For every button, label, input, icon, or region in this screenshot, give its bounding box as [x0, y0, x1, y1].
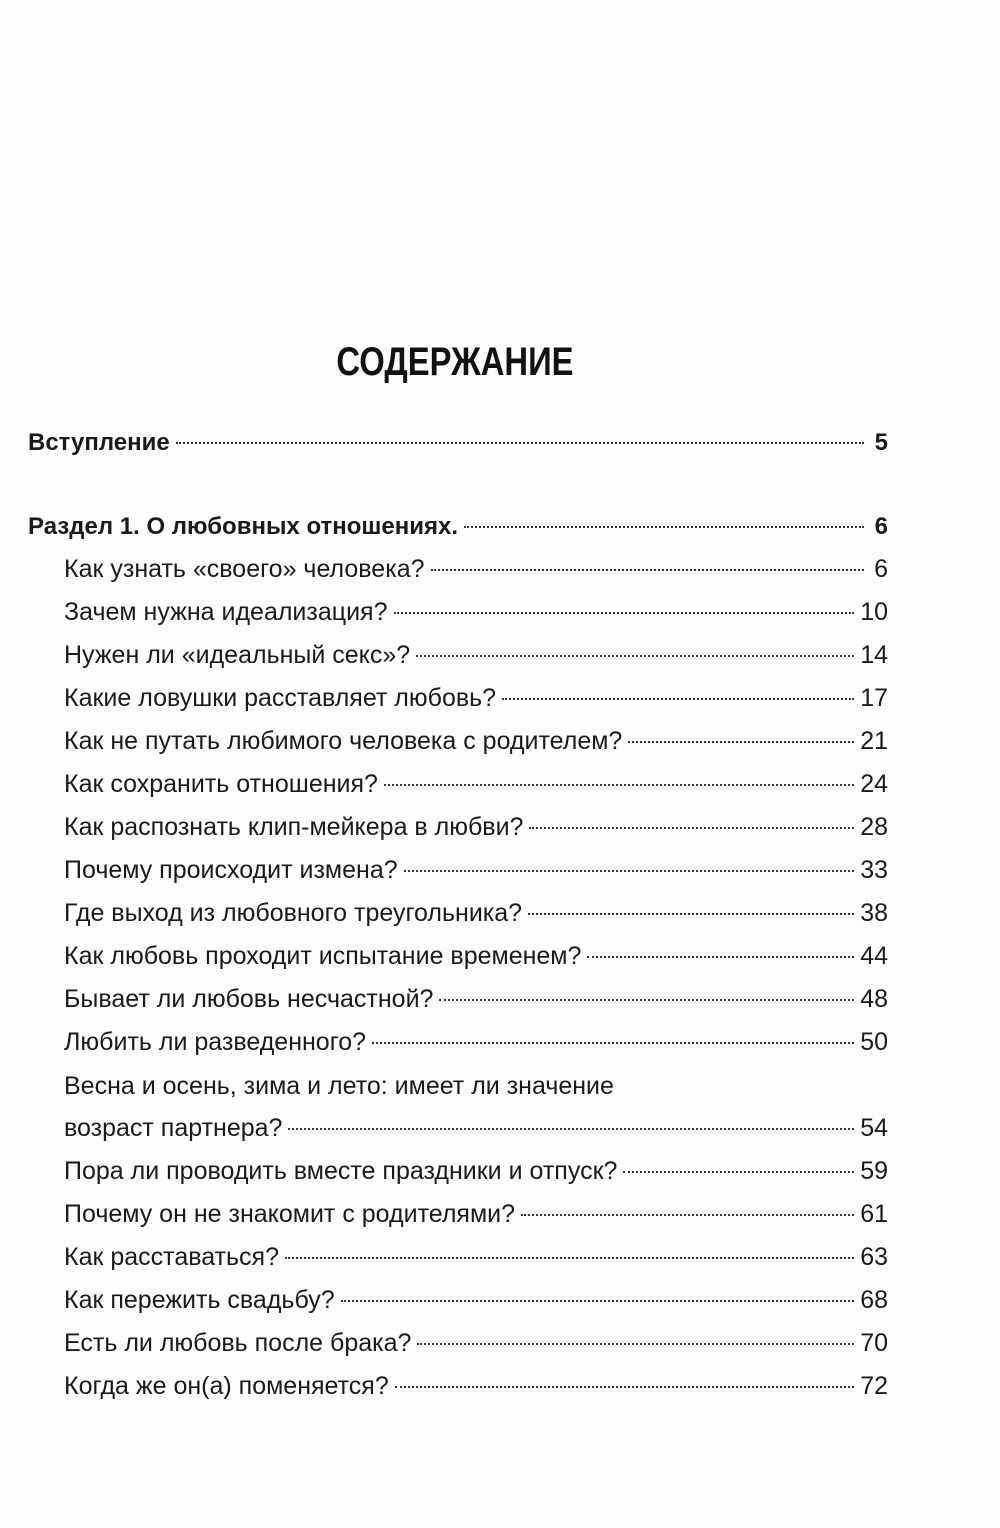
toc-page-number: 48 [860, 985, 888, 1013]
dot-leader [372, 1042, 854, 1044]
dot-leader [417, 1343, 854, 1345]
toc-entry-label: Есть ли любовь после брака? [64, 1329, 412, 1357]
toc-entry-label: Пора ли проводить вместе праздники и отпуск? [64, 1157, 618, 1185]
toc-entry-label: Бывает ли любовь несчастной? [64, 985, 434, 1013]
toc-entry[interactable] [64, 850, 888, 890]
toc-entry-label: Как любовь проходит испытание временем? [64, 942, 582, 970]
toc-entry-label: Зачем нужна идеализация? [64, 598, 388, 626]
toc-entry[interactable] [64, 549, 888, 589]
toc-entry-first-line: Весна и осень, зима и лето: имеет ли значение [64, 1072, 614, 1100]
toc-page-number: 6 [874, 513, 888, 540]
toc-entry[interactable] [64, 592, 888, 632]
dot-leader [439, 999, 854, 1001]
dot-leader [384, 784, 854, 786]
dot-leader [587, 956, 854, 958]
toc-page-number: 14 [860, 641, 888, 669]
toc-entry[interactable] [64, 979, 888, 1019]
toc-entry[interactable] [64, 1323, 888, 1363]
dot-leader [285, 1257, 854, 1259]
toc-page-number: 10 [860, 598, 888, 626]
toc-entry-label: Как сохранить отношения? [64, 770, 378, 798]
page-title: СОДЕРЖАНИЕ [336, 340, 574, 384]
toc-page-number: 21 [860, 727, 888, 755]
toc-page-number: 6 [874, 555, 888, 583]
toc-page-number: 24 [860, 770, 888, 798]
toc-entry[interactable] [64, 1194, 888, 1234]
dot-leader [416, 655, 854, 657]
dot-leader [623, 1171, 854, 1173]
dot-leader [502, 698, 854, 700]
dot-leader [521, 1214, 854, 1216]
toc-entry[interactable] [64, 678, 888, 718]
toc-page-number: 28 [860, 813, 888, 841]
toc-entry-label: Как пережить свадьбу? [64, 1286, 335, 1314]
dot-leader [288, 1128, 854, 1130]
toc-page-number: 59 [860, 1157, 888, 1185]
toc-page-number: 63 [860, 1243, 888, 1271]
toc-entry-section-1[interactable] [28, 507, 888, 547]
toc-page-number: 72 [860, 1372, 888, 1400]
dot-leader [176, 442, 864, 444]
toc-entry[interactable] [64, 1280, 888, 1320]
dot-leader [394, 612, 855, 614]
toc-entry[interactable] [64, 764, 888, 804]
dot-leader [395, 1386, 854, 1388]
dot-leader [464, 526, 864, 528]
toc-entry-label: Нужен ли «идеальный секс»? [64, 641, 411, 669]
toc-entry-label: Почему происходит измена? [64, 856, 398, 884]
toc-page-number: 5 [874, 429, 888, 456]
toc-entry-label: Как распознать клип-мейкера в любви? [64, 813, 524, 841]
toc-entry[interactable] [64, 635, 888, 675]
dot-leader [404, 870, 855, 872]
toc-entry[interactable] [64, 1237, 888, 1277]
toc-page-number: 68 [860, 1286, 888, 1314]
toc-entry-label: Как не путать любимого человека с родителем? [64, 727, 623, 755]
toc-page-number: 61 [860, 1200, 888, 1228]
toc-page-number: 54 [860, 1114, 888, 1142]
toc-page-number: 33 [860, 856, 888, 884]
toc-entry[interactable] [64, 1108, 888, 1148]
toc-page-number: 50 [860, 1028, 888, 1056]
toc-entry-label: Вступление [28, 429, 170, 456]
toc-entry-label: Где выход из любовного треугольника? [64, 899, 523, 927]
toc-entry[interactable] [64, 1151, 888, 1191]
toc-entry-intro[interactable] [28, 423, 888, 463]
dot-leader [529, 827, 854, 829]
toc-entry[interactable] [64, 1366, 888, 1406]
toc-entry-label: Почему он не знакомит с родителями? [64, 1200, 516, 1228]
toc-entry[interactable] [64, 936, 888, 976]
dot-leader [528, 913, 854, 915]
toc-entry[interactable] [64, 721, 888, 761]
toc-entry[interactable] [64, 807, 888, 847]
dot-leader [341, 1300, 855, 1302]
toc-entry-label: Любить ли разведенного? [64, 1028, 367, 1056]
toc-page-number: 70 [860, 1329, 888, 1357]
toc-entry-label: Как узнать «своего» человека? [64, 555, 425, 583]
toc-entry-label: Когда же он(а) поменяется? [64, 1372, 389, 1400]
dot-leader [431, 569, 865, 571]
toc-entry[interactable] [64, 893, 888, 933]
toc-page-number: 17 [860, 684, 888, 712]
dot-leader [628, 741, 854, 743]
toc-entry-label: Раздел 1. О любовных отношениях. [28, 513, 459, 540]
toc-entry-label: Какие ловушки расставляет любовь? [64, 684, 497, 712]
toc-page-number: 44 [860, 942, 888, 970]
toc-entry[interactable] [64, 1022, 888, 1062]
toc-page-number: 38 [860, 899, 888, 927]
toc-entry-label: возраст партнера? [64, 1114, 283, 1142]
toc-entry-label: Как расставаться? [64, 1243, 280, 1271]
